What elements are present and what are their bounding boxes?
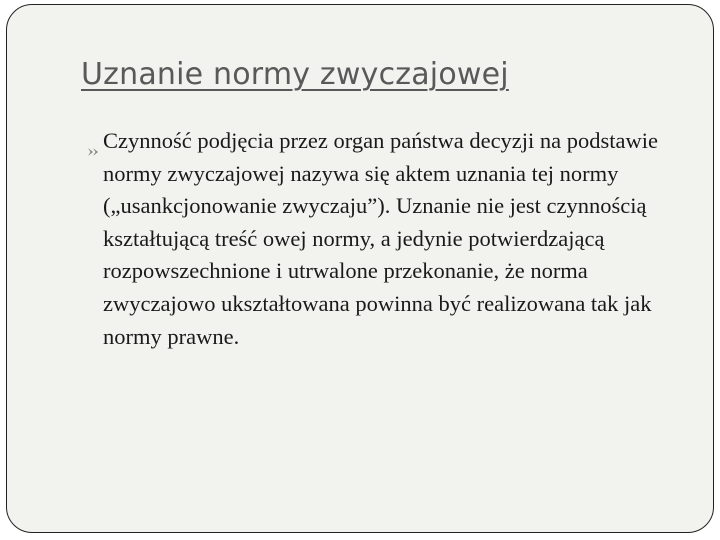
list-item [87,125,687,353]
slide-title: Uznanie normy zwyczajowej [81,57,509,92]
bullet-text: Czynność podjęcia przez organ państwa decyzji na podstawie normy zwyczajowej nazywa się aktem uznania tej normy („usankcjonowanie zwyczaju”). Uznanie nie jest czynnością kształtującą treść owej normy, a jedynie potwierdzającą rozpowszechnione i utrwalone przekonanie, że norma zwyczajowo ukształtowana powinna być realizowana tak jak normy prawne. [103,128,659,349]
arrow-bullet-icon [87,135,103,147]
slide-frame [6,4,714,533]
bullet-list [87,125,687,353]
